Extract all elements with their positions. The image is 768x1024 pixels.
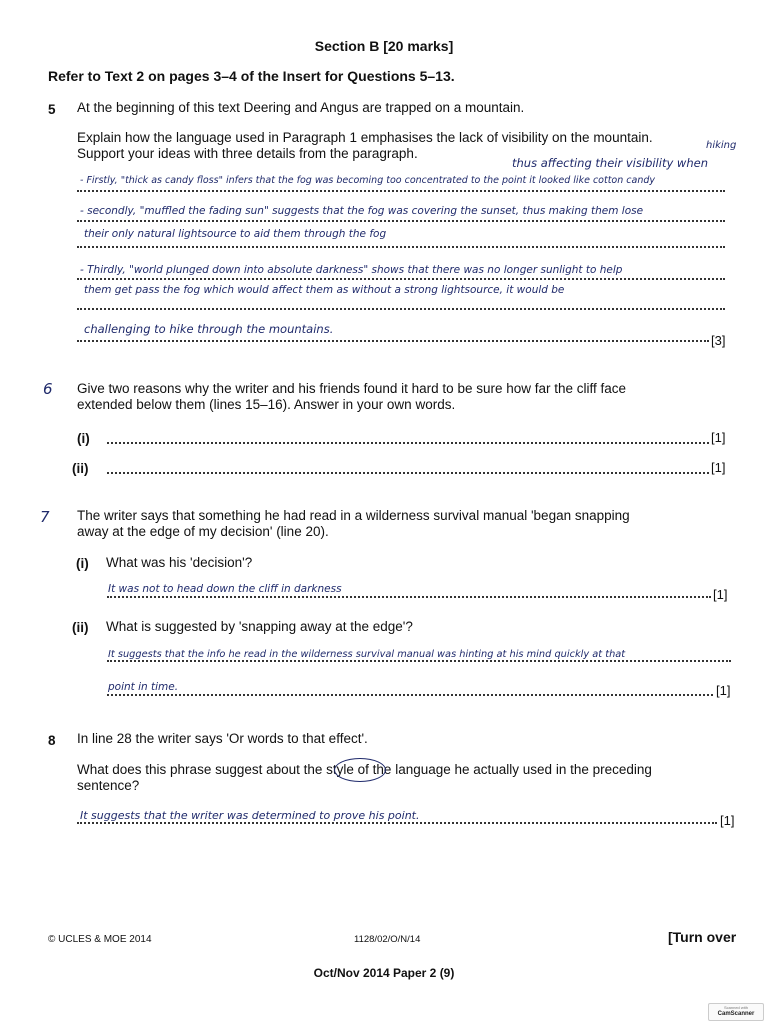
question-7-text bbox=[77, 508, 757, 540]
q8-marks: [1] bbox=[720, 813, 735, 828]
camscanner-badge bbox=[708, 1003, 764, 1021]
q7-part-ii-answer-line-1: It suggests that the info he read in the wilderness survival manual was hinting at his mind quickly at that bbox=[108, 649, 626, 660]
q5-answer-line-5: them get pass the fog which would affect them as without a strong lightsource, it would be bbox=[84, 284, 565, 296]
q7-part-ii-rule-2 bbox=[107, 694, 713, 696]
turn-over: [Turn over bbox=[668, 929, 737, 945]
q7-part-ii-answer-line-2: point in time. bbox=[108, 681, 179, 693]
question-8-number: 8 bbox=[48, 733, 56, 748]
question-8-prompt-line-2: sentence? bbox=[77, 778, 140, 793]
section-title: Section B [20 marks] bbox=[314, 38, 454, 54]
q5-answer-rule-6 bbox=[77, 340, 709, 342]
q5-answer-rule-2 bbox=[77, 220, 725, 222]
question-8-stem: In line 28 the writer says 'Or words to that effect'. bbox=[77, 731, 368, 746]
q7-part-i-rule bbox=[107, 596, 711, 598]
question-7-part-ii-label: (ii) bbox=[72, 620, 89, 635]
style-circle-annotation bbox=[334, 758, 386, 782]
q8-answer: It suggests that the writer was determined to prove his point. bbox=[80, 809, 420, 822]
q7-part-i-answer: It was not to head down the cliff in darkness bbox=[108, 583, 342, 595]
q5-answer-line-1: - Firstly, "thick as candy floss" infers that the fog was becoming too concentrated to the point it looked like cotton candy bbox=[80, 175, 655, 186]
q7-part-ii-marks: [1] bbox=[716, 683, 731, 698]
question-7-part-ii-question: What is suggested by 'snapping away at the edge'? bbox=[106, 619, 413, 634]
q6-part-i-rule bbox=[107, 442, 709, 444]
question-6-part-i-label: (i) bbox=[77, 431, 90, 446]
question-5-stem: At the beginning of this text Deering and Angus are trapped on a mountain. bbox=[77, 100, 525, 115]
question-6-text-line-1: Give two reasons why the writer and his friends found it hard to be sure how far the cliff face bbox=[77, 381, 627, 396]
question-7-text-line-2: away at the edge of my decision' (line 20). bbox=[77, 524, 329, 539]
question-8-prompt-line-1: What does this phrase suggest about the style of the language he actually used in the preceding bbox=[77, 762, 652, 777]
margin-note-visibility: thus affecting their visibility when bbox=[512, 156, 708, 170]
q5-answer-line-3: their only natural lightsource to aid them through the fog bbox=[84, 228, 387, 240]
q5-answer-rule-3 bbox=[77, 246, 725, 248]
question-5-prompt-line-1: Explain how the language used in Paragraph 1 emphasises the lack of visibility on the mountain. bbox=[77, 130, 653, 145]
q5-answer-rule-5 bbox=[77, 308, 725, 310]
question-8-prompt bbox=[77, 762, 757, 794]
q7-part-ii-rule-1 bbox=[107, 660, 731, 662]
q6-part-ii-rule bbox=[107, 472, 709, 474]
q5-answer-line-6: challenging to hike through the mountains. bbox=[84, 322, 334, 336]
q5-answer-line-4: - Thirdly, "world plunged down into absolute darkness" shows that there was no longer sunlight to help bbox=[80, 264, 623, 276]
section-instruction: Refer to Text 2 on pages 3–4 of the Insert for Questions 5–13. bbox=[48, 68, 455, 84]
question-6-part-ii-label: (ii) bbox=[72, 461, 89, 476]
question-6-text bbox=[77, 381, 757, 413]
margin-note-hiking: hiking bbox=[706, 140, 737, 151]
q5-answer-rule-4 bbox=[77, 278, 725, 280]
question-5-prompt-line-2: Support your ideas with three details from the paragraph. bbox=[77, 146, 418, 161]
question-7-part-i-question: What was his 'decision'? bbox=[106, 555, 253, 570]
q8-answer-rule bbox=[77, 822, 717, 824]
question-6-margin-number: 6 bbox=[43, 380, 53, 398]
question-6-text-line-2: extended below them (lines 15–16). Answer in your own words. bbox=[77, 397, 456, 412]
q5-answer-rule-1 bbox=[77, 190, 725, 192]
q6-part-ii-marks: [1] bbox=[711, 460, 726, 475]
paper-code: 1128/02/O/N/14 bbox=[354, 934, 421, 945]
q5-marks: [3] bbox=[711, 333, 726, 348]
copyright: © UCLES & MOE 2014 bbox=[48, 934, 152, 945]
paper-label: Oct/Nov 2014 Paper 2 (9) bbox=[313, 966, 455, 980]
q6-part-i-marks: [1] bbox=[711, 430, 726, 445]
question-5-number: 5 bbox=[48, 102, 56, 117]
q7-part-i-marks: [1] bbox=[713, 587, 728, 602]
question-7-number: 7 bbox=[40, 508, 50, 526]
camscanner-caption: Scanned with bbox=[723, 1005, 748, 1010]
q5-answer-line-2: - secondly, "muffled the fading sun" suggests that the fog was covering the sunset, thus making them lose bbox=[80, 205, 644, 217]
question-7-part-i-label: (i) bbox=[76, 556, 89, 571]
question-7-text-line-1: The writer says that something he had read in a wilderness survival manual 'began snapping bbox=[77, 508, 630, 523]
camscanner-label: CamScanner bbox=[717, 1011, 755, 1017]
